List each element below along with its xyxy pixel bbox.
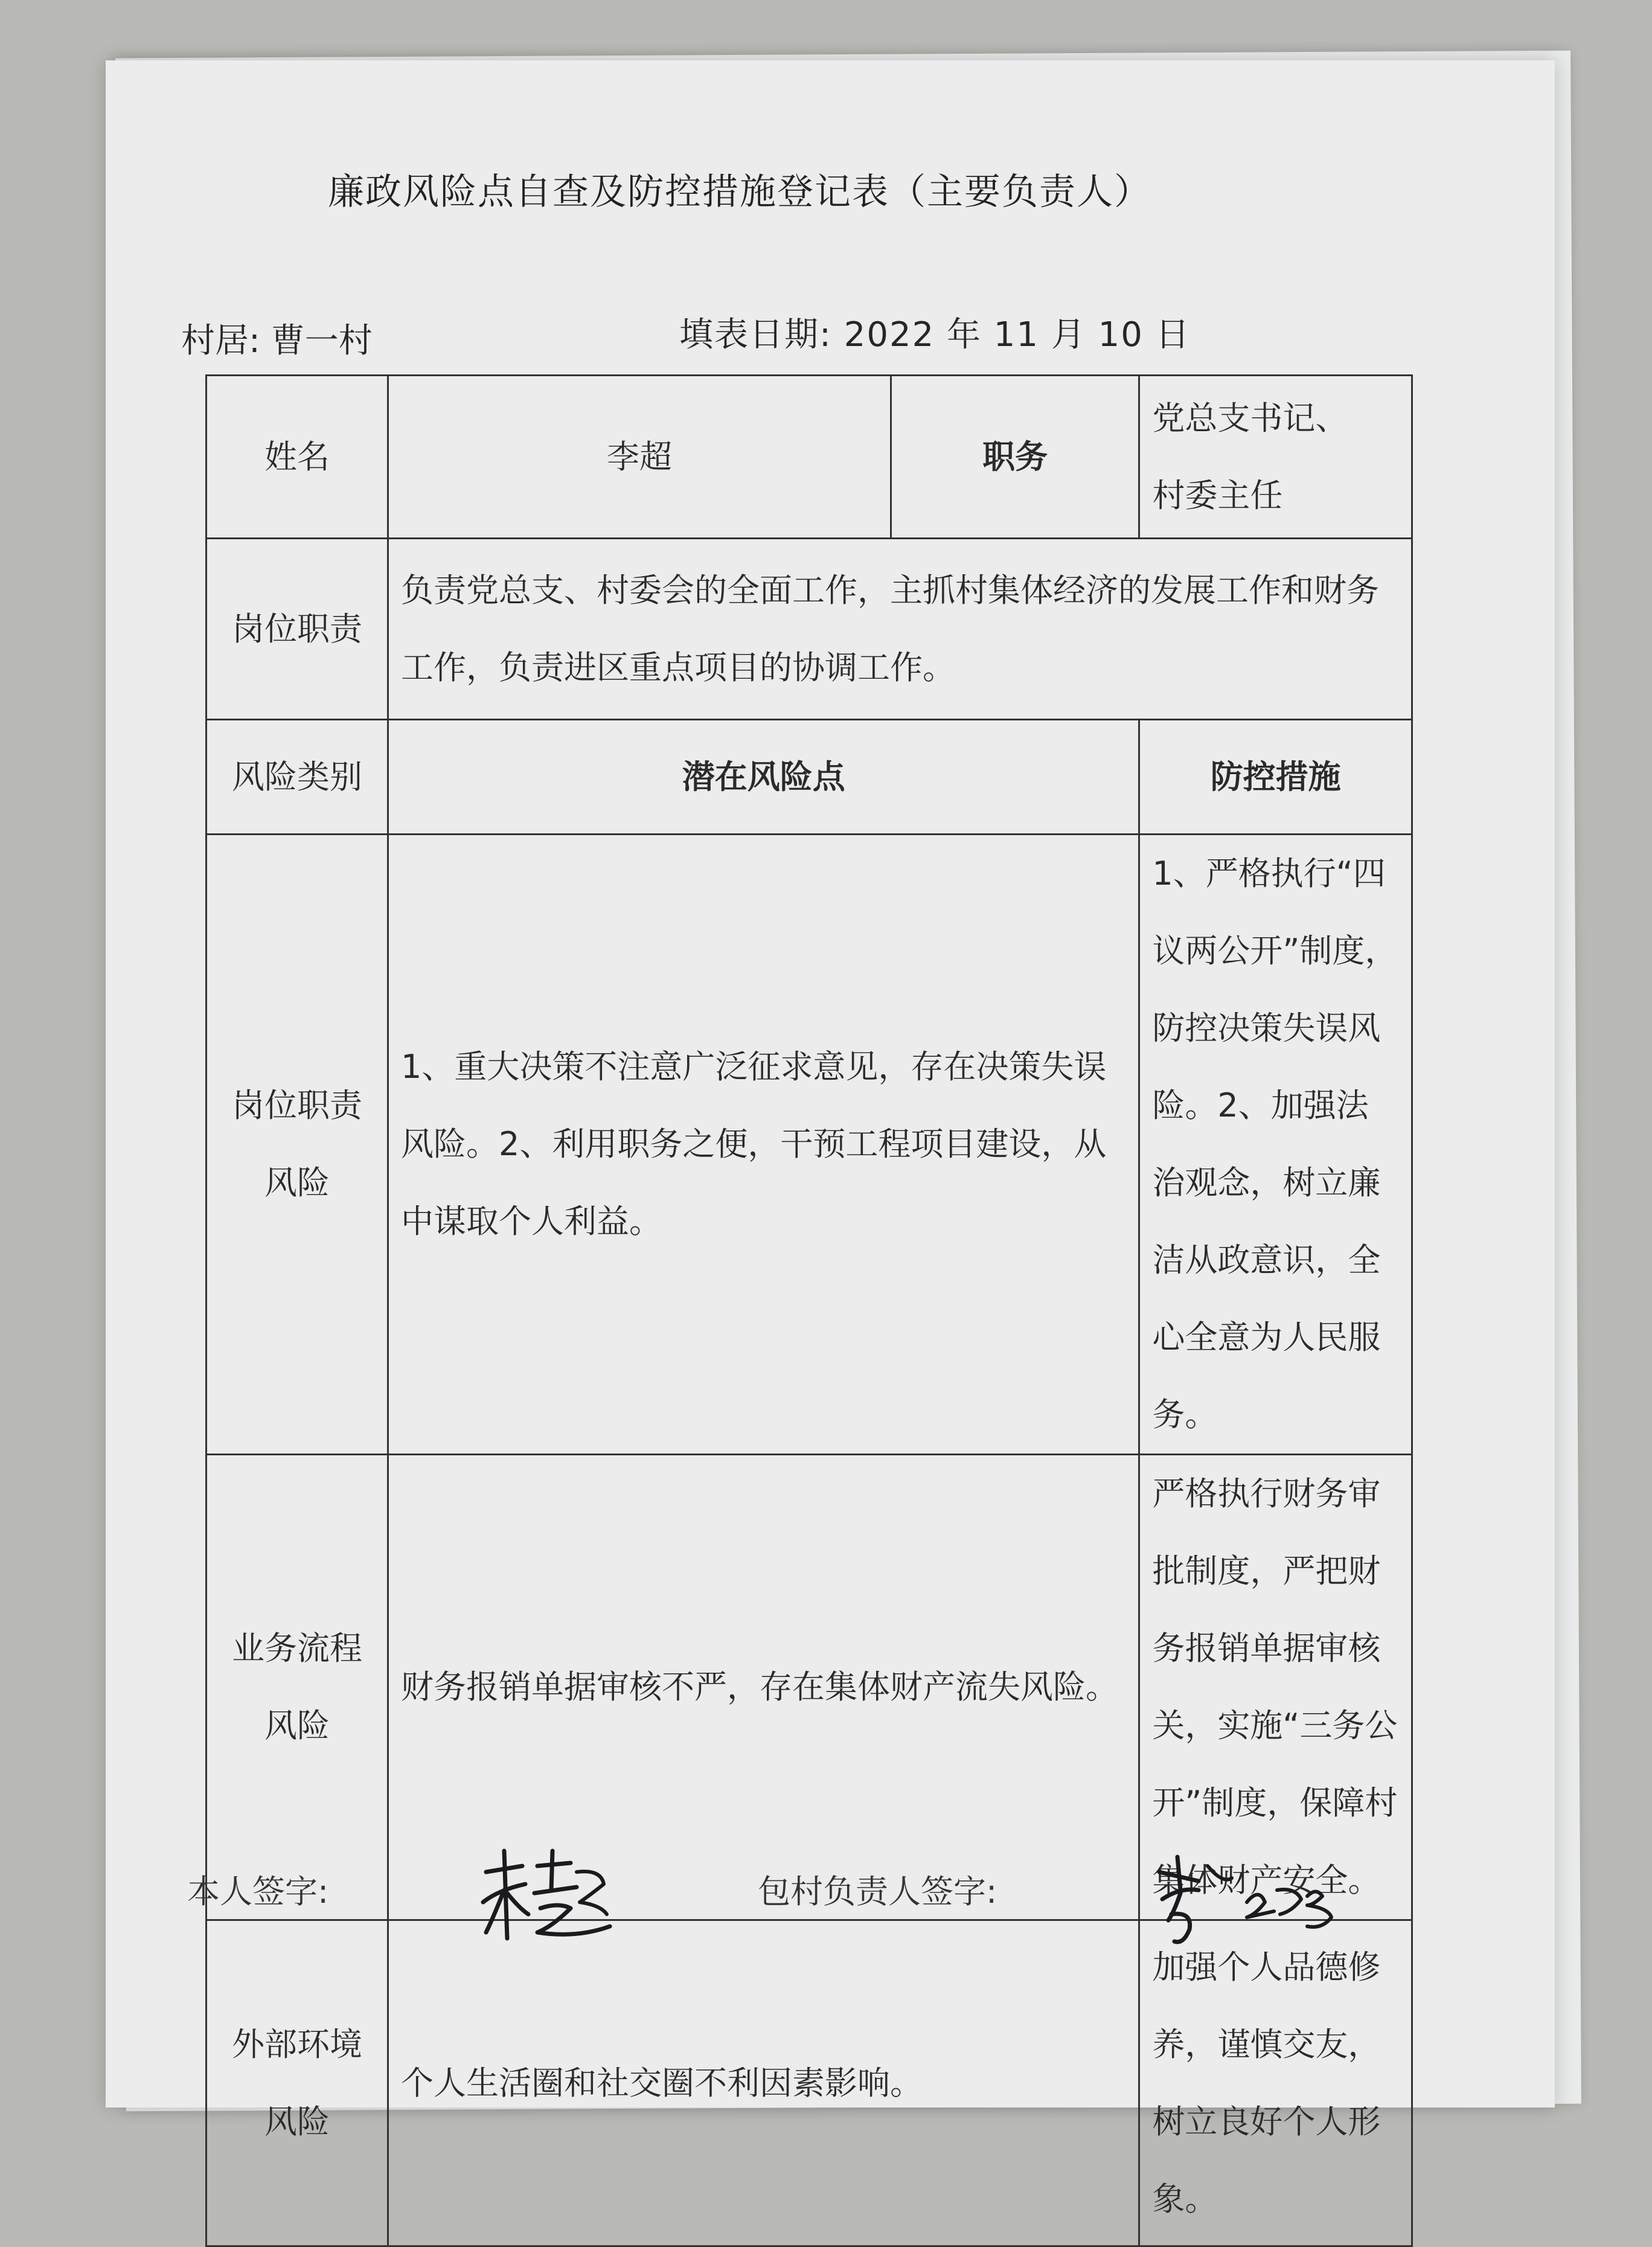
duty-text: 负责党总支、村委会的全面工作，主抓村集体经济的发展工作和财务工作，负责进区重点项目的协调工作。 [388,539,1412,720]
village-value: 曹一村 [271,321,373,361]
risk-measures: 严格执行财务审批制度，严把财务报销单据审核关，实施“三务公开”制度，保障村集体财产安全。 [1139,1455,1412,1920]
risk-points: 财务报销单据审核不严，存在集体财产流失风险。 [388,1455,1139,1920]
name-row [206,376,1412,539]
risk-header-row [206,720,1412,835]
self-signature-label: 本人签字: [187,1873,329,1911]
document-title: 廉政风险点自查及防控措施登记表（主要负责人） [328,171,1151,213]
risk-category-line1: 业务流程 [232,1629,363,1667]
risk-row [206,835,1412,1455]
risk-points: 个人生活圈和社交圈不利因素影响。 [388,1920,1139,2246]
village-label: 村居: [181,321,260,361]
risk-category [206,1920,388,2246]
risk-category [206,1455,388,1920]
leader-signature-label: 包村负责人签字: [758,1873,997,1911]
risk-category-line2: 风险 [264,2102,330,2141]
self-signature-field [187,1866,328,1912]
name-label: 姓名 [206,376,388,539]
position-value-line2: 村委主任 [1152,476,1283,514]
risk-category-line2: 风险 [264,1707,330,1745]
risk-category [206,835,388,1455]
duty-row [206,539,1412,720]
risk-measures: 加强个人品德修养，谨慎交友，树立良好个人形象。 [1139,1920,1412,2246]
position-label: 职务 [891,376,1139,539]
risk-category-line1: 外部环境 [232,2025,363,2063]
risk-row [206,1920,1412,2246]
fill-date-field [679,308,1191,356]
measures-header: 防控措施 [1139,720,1412,835]
register-form-table [205,374,1413,2247]
risk-measures: 1、严格执行“四议两公开”制度，防控决策失误风险。2、加强法治观念，树立廉洁从政意识，全心全意为人民服务。 [1139,835,1412,1455]
risk-point-header: 潜在风险点 [388,720,1139,835]
risk-category-line1: 岗位职责 [232,1086,363,1124]
risk-row [206,1455,1412,1920]
fill-date-value: 2022 年 11 月 10 日 [844,315,1191,354]
risk-category-header: 风险类别 [206,720,388,835]
risk-points: 1、重大决策不注意广泛征求意见，存在决策失误风险。2、利用职务之便，干预工程项目建设，从中谋取个人利益。 [388,835,1139,1455]
duty-label: 岗位职责 [206,539,388,720]
fill-date-label: 填表日期: [679,315,832,354]
position-value [1139,376,1412,539]
name-value: 李超 [388,376,891,539]
self-handwritten-signature [480,1848,613,1950]
leader-signature-field [758,1866,997,1912]
leader-handwritten-signature [1156,1854,1343,1950]
risk-category-line2: 风险 [264,1164,330,1202]
village-field [181,314,373,362]
position-value-line1: 党总支书记、 [1152,399,1348,437]
